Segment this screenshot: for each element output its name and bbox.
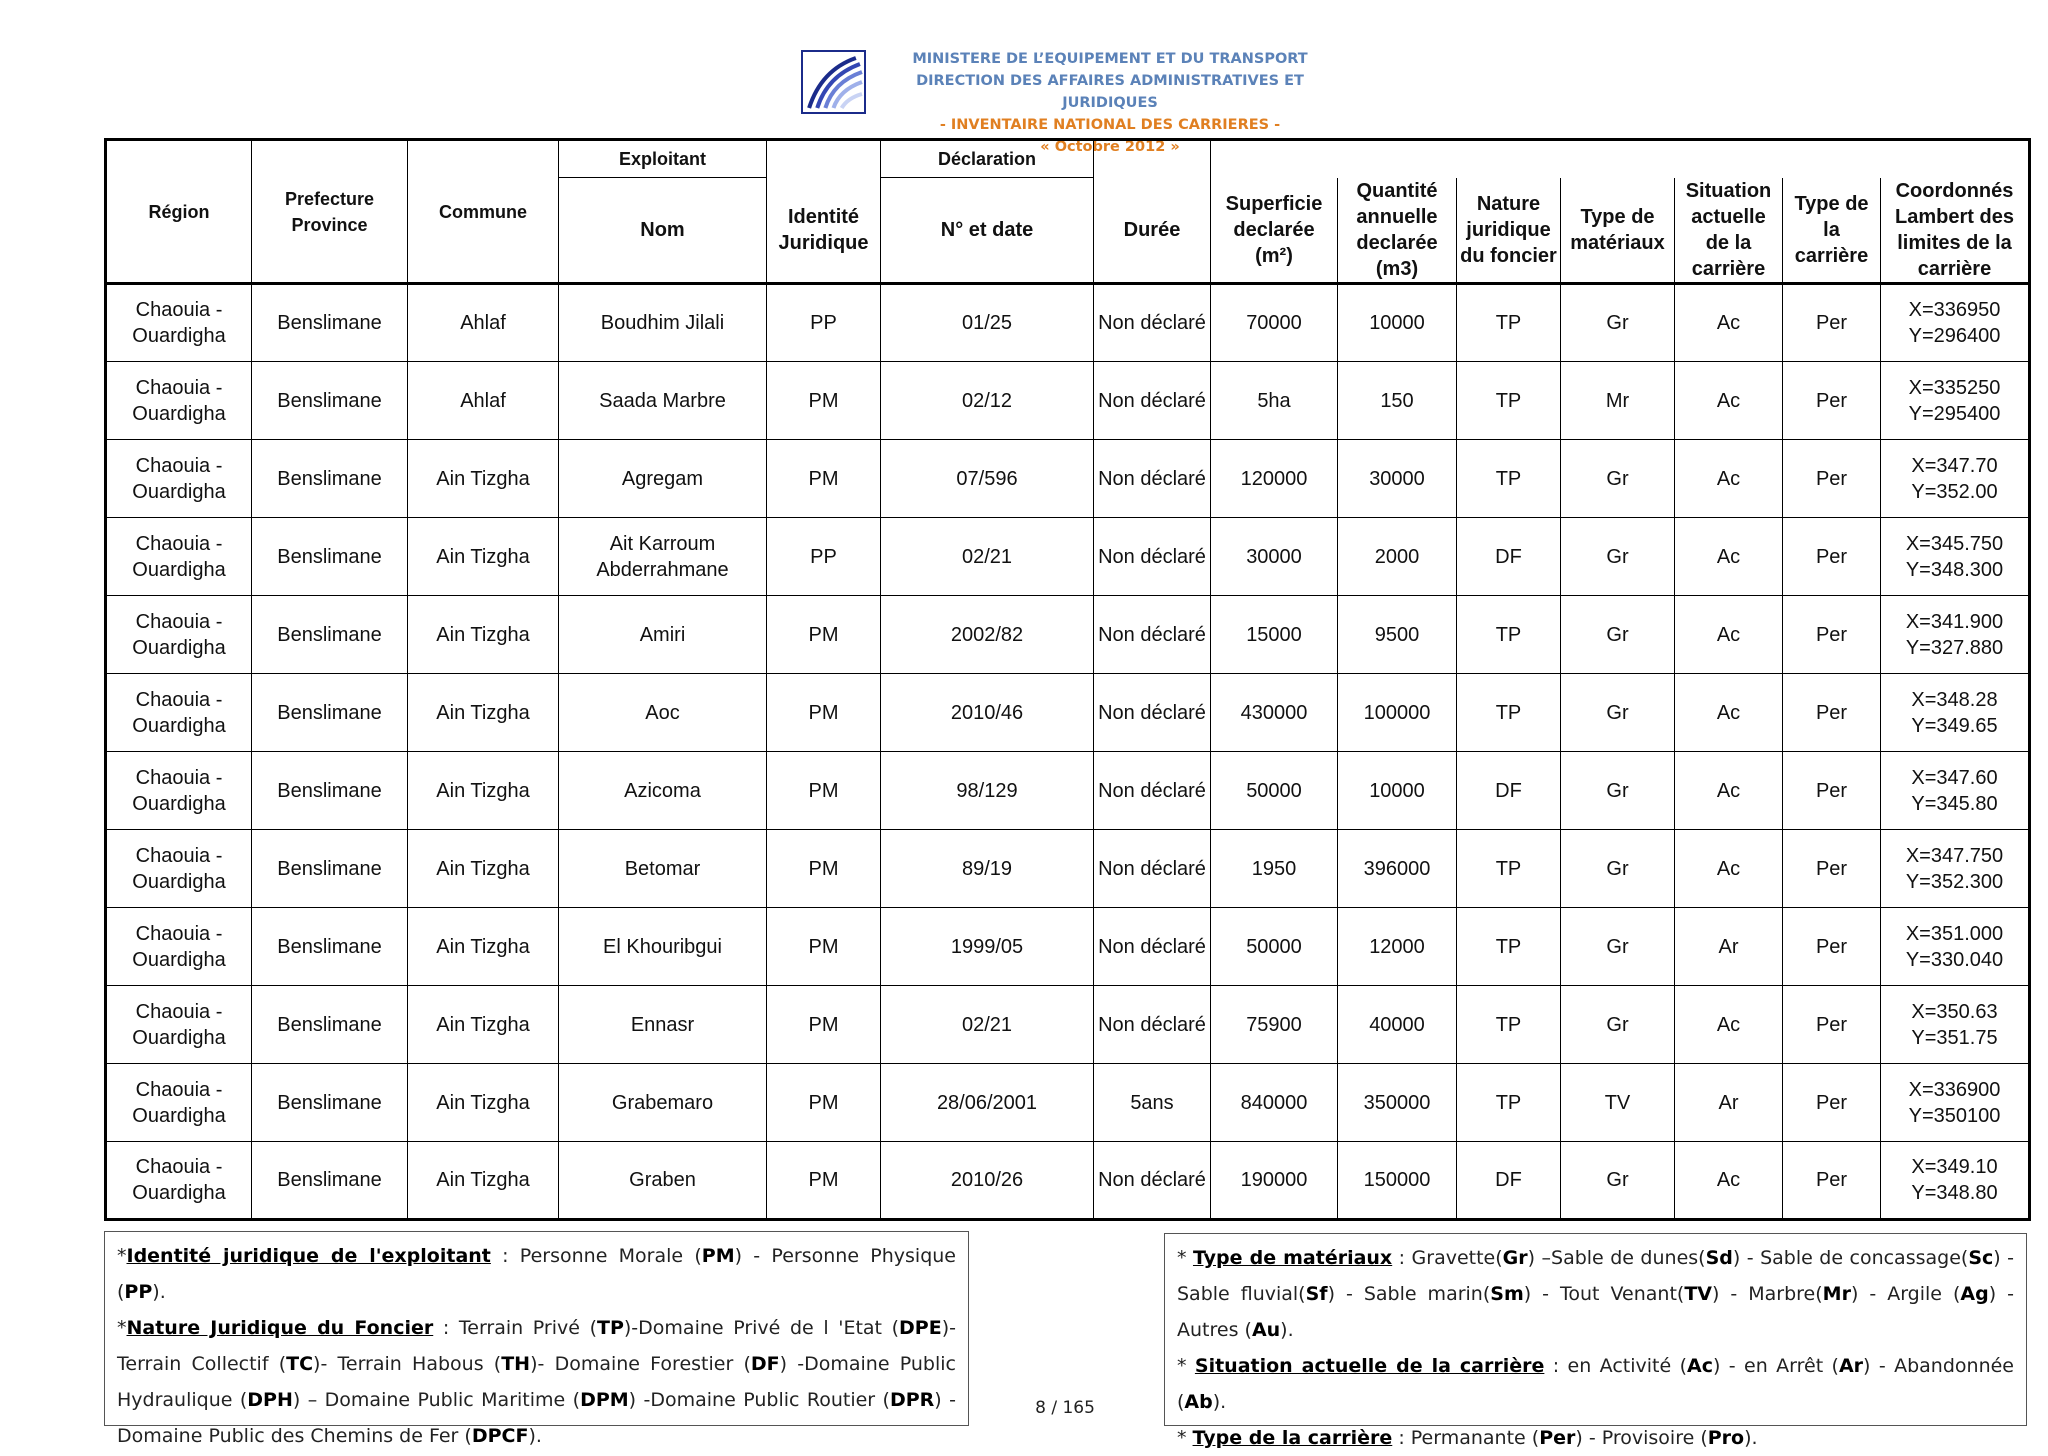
cell-type: Per [1783, 362, 1881, 440]
legend-text: ). [1744, 1427, 1758, 1449]
legend-code: Ab [1184, 1391, 1213, 1413]
cell-identite: PM [767, 986, 881, 1064]
cell-type: Per [1783, 1142, 1881, 1220]
col-header-region: Région [106, 140, 252, 284]
cell-region: Chaouia - Ouardigha [106, 986, 252, 1064]
table-row [106, 908, 2030, 986]
cell-numero: 28/06/2001 [881, 1064, 1094, 1142]
cell-coordonnees: X=345.750 Y=348.300 [1881, 518, 2030, 596]
cell-materiaux: Gr [1561, 596, 1675, 674]
col-header-identite: Identité Juridique [767, 178, 881, 284]
cell-type: Per [1783, 986, 1881, 1064]
cell-materiaux: Mr [1561, 362, 1675, 440]
cell-identite: PM [767, 908, 881, 986]
cell-situation: Ac [1675, 752, 1783, 830]
cell-duree: Non déclaré [1094, 284, 1211, 362]
col-header-commune: Commune [408, 140, 559, 284]
cell-prefecture: Benslimane [252, 362, 408, 440]
cell-type: Per [1783, 674, 1881, 752]
legend-text: ) -Domaine Public Hydraulique ( [117, 1353, 956, 1411]
cell-duree: Non déclaré [1094, 674, 1211, 752]
cell-nom: Graben [559, 1142, 767, 1220]
col-header-type: Type de la carrière [1783, 178, 1881, 284]
cell-nom: Ait Karroum Abderrahmane [559, 518, 767, 596]
legend-text: : Personne Morale ( [490, 1245, 702, 1267]
legend-code: Ag [1960, 1283, 1989, 1305]
legend-text: ) - Tout Venant( [1523, 1283, 1685, 1305]
group-header-empty [1094, 140, 1211, 178]
cell-commune: Ain Tizgha [408, 596, 559, 674]
cell-prefecture: Benslimane [252, 908, 408, 986]
cell-nature: TP [1457, 1064, 1561, 1142]
legend-text: ) - Abandonnée ( [1177, 1355, 2014, 1413]
cell-quantite: 100000 [1338, 674, 1457, 752]
legend-code: TC [286, 1353, 314, 1375]
cell-superficie: 120000 [1211, 440, 1338, 518]
cell-quantite: 40000 [1338, 986, 1457, 1064]
cell-identite: PM [767, 752, 881, 830]
cell-duree: 5ans [1094, 1064, 1211, 1142]
cell-commune: Ahlaf [408, 362, 559, 440]
table-row [106, 830, 2030, 908]
legend-code: Sd [1705, 1247, 1733, 1269]
cell-nom: Aoc [559, 674, 767, 752]
cell-numero: 2002/82 [881, 596, 1094, 674]
legend-text: ). [1280, 1319, 1294, 1341]
cell-nature: TP [1457, 830, 1561, 908]
legend-term: Nature Juridique du Foncier [126, 1317, 434, 1339]
legend-text: ) - Argile ( [1850, 1283, 1961, 1305]
legend-text: : Permanante ( [1392, 1427, 1540, 1449]
cell-duree: Non déclaré [1094, 440, 1211, 518]
cell-nature: TP [1457, 596, 1561, 674]
legend-code: Ar [1838, 1355, 1864, 1377]
legend-text: : Gravette( [1392, 1247, 1503, 1269]
col-header-situation: Situation actuelle de la carrière [1675, 178, 1783, 284]
group-header-row [106, 140, 2030, 178]
cell-prefecture: Benslimane [252, 674, 408, 752]
cell-coordonnees: X=349.10 Y=348.80 [1881, 1142, 2030, 1220]
cell-nom: Grabemaro [559, 1064, 767, 1142]
cell-type: Per [1783, 440, 1881, 518]
cell-duree: Non déclaré [1094, 518, 1211, 596]
legend-text: ) - Sable fluvial( [1177, 1247, 2015, 1305]
cell-nature: DF [1457, 518, 1561, 596]
cell-duree: Non déclaré [1094, 1142, 1211, 1220]
cell-quantite: 150 [1338, 362, 1457, 440]
col-header-numero: N° et date [881, 178, 1094, 284]
cell-nature: DF [1457, 1142, 1561, 1220]
cell-nom: El Khouribgui [559, 908, 767, 986]
cell-nom: Amiri [559, 596, 767, 674]
col-header-coordonnees: Coordonnés Lambert des limites de la carrière [1881, 178, 2030, 284]
cell-materiaux: Gr [1561, 674, 1675, 752]
cell-duree: Non déclaré [1094, 362, 1211, 440]
legend-text: : Terrain Privé ( [433, 1317, 597, 1339]
col-header-prefecture: Prefecture Province [252, 140, 408, 284]
cell-prefecture: Benslimane [252, 284, 408, 362]
cell-materiaux: Gr [1561, 284, 1675, 362]
col-header-duree: Durée [1094, 178, 1211, 284]
direction-name: DIRECTION DES AFFAIRES ADMINISTRATIVES ET JURIDIQUES [916, 73, 1304, 111]
legend-text: ) -Domaine Public Routier ( [628, 1389, 890, 1411]
inventory-date: « Octobre 2012 » [1040, 139, 1180, 155]
cell-nature: TP [1457, 362, 1561, 440]
cell-numero: 89/19 [881, 830, 1094, 908]
cell-identite: PM [767, 830, 881, 908]
cell-commune: Ain Tizgha [408, 908, 559, 986]
cell-superficie: 5ha [1211, 362, 1338, 440]
cell-duree: Non déclaré [1094, 908, 1211, 986]
cell-superficie: 840000 [1211, 1064, 1338, 1142]
cell-nature: TP [1457, 986, 1561, 1064]
cell-superficie: 50000 [1211, 908, 1338, 986]
cell-quantite: 30000 [1338, 440, 1457, 518]
cell-superficie: 50000 [1211, 752, 1338, 830]
legend-text: ) - en Arrêt ( [1712, 1355, 1839, 1377]
document-header [0, 48, 2048, 155]
cell-identite: PM [767, 1064, 881, 1142]
cell-coordonnees: X=335250 Y=295400 [1881, 362, 2030, 440]
cell-superficie: 190000 [1211, 1142, 1338, 1220]
legend-right [1164, 1233, 2027, 1449]
cell-identite: PM [767, 362, 881, 440]
cell-nom: Ennasr [559, 986, 767, 1064]
legend-text: ) - Provisoire ( [1575, 1427, 1708, 1449]
cell-materiaux: Gr [1561, 908, 1675, 986]
cell-identite: PP [767, 284, 881, 362]
legend-text: ) - Personne Physique ( [117, 1245, 956, 1303]
cell-materiaux: Gr [1561, 1142, 1675, 1220]
cell-prefecture: Benslimane [252, 440, 408, 518]
cell-quantite: 12000 [1338, 908, 1457, 986]
legend-code: Sm [1490, 1283, 1524, 1305]
legend-code: PP [124, 1281, 153, 1303]
legend-code: DPH [247, 1389, 293, 1411]
cell-coordonnees: X=336900 Y=350100 [1881, 1064, 2030, 1142]
cell-prefecture: Benslimane [252, 518, 408, 596]
cell-prefecture: Benslimane [252, 1142, 408, 1220]
cell-nom: Saada Marbre [559, 362, 767, 440]
cell-region: Chaouia - Ouardigha [106, 362, 252, 440]
ministry-name: MINISTERE DE L’EQUIPEMENT ET DU TRANSPORT [912, 51, 1308, 67]
table-row [106, 518, 2030, 596]
group-header-empty [1211, 140, 2030, 178]
cell-situation: Ac [1675, 596, 1783, 674]
cell-region: Chaouia - Ouardigha [106, 752, 252, 830]
cell-prefecture: Benslimane [252, 1064, 408, 1142]
cell-materiaux: Gr [1561, 986, 1675, 1064]
cell-region: Chaouia - Ouardigha [106, 518, 252, 596]
col-header-quantite: Quantité annuelle declarée (m3) [1338, 178, 1457, 284]
quarry-inventory-table [104, 138, 2031, 1221]
group-header-declaration: Déclaration [881, 140, 1094, 178]
legend-code: DPE [899, 1317, 942, 1339]
legend-text: ) – Domaine Public Maritime ( [292, 1389, 581, 1411]
cell-numero: 02/21 [881, 986, 1094, 1064]
table-row [106, 1064, 2030, 1142]
cell-situation: Ac [1675, 986, 1783, 1064]
cell-quantite: 10000 [1338, 752, 1457, 830]
cell-commune: Ain Tizgha [408, 440, 559, 518]
page-number: 8 / 165 [1035, 1398, 1095, 1418]
legend-code: Gr [1502, 1247, 1528, 1269]
cell-nature: TP [1457, 674, 1561, 752]
cell-situation: Ac [1675, 362, 1783, 440]
cell-coordonnees: X=347.750 Y=352.300 [1881, 830, 2030, 908]
legend-nature: *Nature Juridique du Foncier : Terrain Privé (TP)-Domaine Privé de l 'Etat (DPE)- Terrain Collectif (TC)- Terrain Habous (TH)- Domaine Forestier (DF) -Domaine Public Hydraulique (DPH) – Domaine Public Maritime (DPM) -Domaine Public Routier (DPR) - Domaine Public des Chemins de Fer (DPCF). [117, 1317, 956, 1447]
cell-superficie: 15000 [1211, 596, 1338, 674]
legend-text: ). [1212, 1391, 1227, 1413]
cell-commune: Ain Tizgha [408, 518, 559, 596]
legend-code: TV [1684, 1283, 1712, 1305]
legend-code: Mr [1822, 1283, 1851, 1305]
cell-materiaux: Gr [1561, 518, 1675, 596]
cell-nom: Azicoma [559, 752, 767, 830]
cell-type: Per [1783, 518, 1881, 596]
cell-nature: TP [1457, 440, 1561, 518]
legend-code: Sc [1968, 1247, 1994, 1269]
cell-coordonnees: X=341.900 Y=327.880 [1881, 596, 2030, 674]
cell-identite: PM [767, 440, 881, 518]
cell-superficie: 75900 [1211, 986, 1338, 1064]
cell-identite: PP [767, 518, 881, 596]
legend-text: ). [152, 1281, 166, 1303]
cell-materiaux: TV [1561, 1064, 1675, 1142]
cell-situation: Ac [1675, 440, 1783, 518]
legend-text: : en Activité ( [1544, 1355, 1687, 1377]
cell-region: Chaouia - Ouardigha [106, 908, 252, 986]
cell-numero: 1999/05 [881, 908, 1094, 986]
col-header-superficie: Superficie declarée (m²) [1211, 178, 1338, 284]
cell-superficie: 30000 [1211, 518, 1338, 596]
cell-quantite: 350000 [1338, 1064, 1457, 1142]
cell-identite: PM [767, 674, 881, 752]
cell-region: Chaouia - Ouardigha [106, 596, 252, 674]
legend-code: Ac [1687, 1355, 1713, 1377]
legend-text: ). [528, 1425, 542, 1447]
cell-region: Chaouia - Ouardigha [106, 1142, 252, 1220]
cell-coordonnees: X=351.000 Y=330.040 [1881, 908, 2030, 986]
cell-coordonnees: X=347.60 Y=345.80 [1881, 752, 2030, 830]
legend-text: ) –Sable de dunes( [1527, 1247, 1706, 1269]
cell-quantite: 396000 [1338, 830, 1457, 908]
cell-situation: Ac [1675, 518, 1783, 596]
cell-prefecture: Benslimane [252, 986, 408, 1064]
legend-text: ) - Domaine Public des Chemins de Fer ( [117, 1389, 956, 1447]
cell-region: Chaouia - Ouardigha [106, 440, 252, 518]
cell-region: Chaouia - Ouardigha [106, 674, 252, 752]
cell-region: Chaouia - Ouardigha [106, 284, 252, 362]
cell-nom: Boudhim Jilali [559, 284, 767, 362]
cell-type: Per [1783, 1064, 1881, 1142]
cell-identite: PM [767, 596, 881, 674]
cell-situation: Ar [1675, 908, 1783, 986]
cell-superficie: 1950 [1211, 830, 1338, 908]
cell-coordonnees: X=336950 Y=296400 [1881, 284, 2030, 362]
cell-commune: Ain Tizgha [408, 1142, 559, 1220]
cell-commune: Ahlaf [408, 284, 559, 362]
legend-text: )- Terrain Collectif ( [117, 1317, 956, 1375]
cell-type: Per [1783, 596, 1881, 674]
table-row [106, 1142, 2030, 1220]
legend-code: PM [701, 1245, 735, 1267]
cell-type: Per [1783, 752, 1881, 830]
cell-nature: TP [1457, 284, 1561, 362]
legend-materiaux: * Type de matériaux : Gravette(Gr) –Sable de dunes(Sd) - Sable de concassage(Sc) - Sable fluvial(Sf) - Sable marin(Sm) - Tout Venant(TV) - Marbre(Mr) - Argile (Ag) - Autres (Au). [1177, 1247, 2015, 1341]
cell-numero: 02/12 [881, 362, 1094, 440]
ministry-logo-icon [801, 50, 866, 114]
cell-materiaux: Gr [1561, 440, 1675, 518]
legend-term: Type de la carrière [1192, 1427, 1393, 1449]
legend-text: )- Domaine Forestier ( [530, 1353, 751, 1375]
legend-term: Type de matériaux [1192, 1247, 1393, 1269]
cell-situation: Ac [1675, 1142, 1783, 1220]
table-row [106, 440, 2030, 518]
col-header-materiaux: Type de matériaux [1561, 178, 1675, 284]
cell-numero: 98/129 [881, 752, 1094, 830]
cell-materiaux: Gr [1561, 752, 1675, 830]
cell-prefecture: Benslimane [252, 830, 408, 908]
cell-numero: 02/21 [881, 518, 1094, 596]
cell-type: Per [1783, 830, 1881, 908]
cell-numero: 01/25 [881, 284, 1094, 362]
cell-nature: DF [1457, 752, 1561, 830]
cell-situation: Ac [1675, 284, 1783, 362]
table-row [106, 284, 2030, 362]
legend-term: Identité juridique de l'exploitant [126, 1245, 491, 1267]
legend-type: * Type de la carrière : Permanante (Per) - Provisoire (Pro). [1177, 1427, 1758, 1449]
legend-code: Pro [1707, 1427, 1745, 1449]
legend-code: DPM [580, 1389, 629, 1411]
cell-quantite: 2000 [1338, 518, 1457, 596]
col-header-nom: Nom [559, 178, 767, 284]
cell-nature: TP [1457, 908, 1561, 986]
col-header-nature: Nature juridique du foncier [1457, 178, 1561, 284]
cell-duree: Non déclaré [1094, 752, 1211, 830]
cell-identite: PM [767, 1142, 881, 1220]
cell-type: Per [1783, 908, 1881, 986]
cell-numero: 07/596 [881, 440, 1094, 518]
group-header-exploitant: Exploitant [559, 140, 767, 178]
cell-quantite: 10000 [1338, 284, 1457, 362]
cell-materiaux: Gr [1561, 830, 1675, 908]
legend-code: TP [597, 1317, 624, 1339]
cell-coordonnees: X=350.63 Y=351.75 [1881, 986, 2030, 1064]
cell-situation: Ar [1675, 1064, 1783, 1142]
cell-nom: Betomar [559, 830, 767, 908]
cell-coordonnees: X=348.28 Y=349.65 [1881, 674, 2030, 752]
legend-text: ) - Autres ( [1177, 1283, 2014, 1341]
legend-code: TH [501, 1353, 531, 1375]
table-row [106, 674, 2030, 752]
cell-duree: Non déclaré [1094, 596, 1211, 674]
cell-duree: Non déclaré [1094, 830, 1211, 908]
cell-situation: Ac [1675, 830, 1783, 908]
group-header-empty [767, 140, 881, 178]
cell-prefecture: Benslimane [252, 596, 408, 674]
legend-identite: *Identité juridique de l'exploitant : Personne Morale (PM) - Personne Physique (PP). [117, 1245, 956, 1303]
cell-commune: Ain Tizgha [408, 986, 559, 1064]
cell-quantite: 9500 [1338, 596, 1457, 674]
legend-left [104, 1231, 969, 1447]
cell-superficie: 70000 [1211, 284, 1338, 362]
table-row [106, 752, 2030, 830]
cell-region: Chaouia - Ouardigha [106, 830, 252, 908]
legend-text: )-Domaine Privé de l 'Etat ( [623, 1317, 900, 1339]
cell-situation: Ac [1675, 674, 1783, 752]
cell-quantite: 150000 [1338, 1142, 1457, 1220]
legend-code: Sf [1305, 1283, 1328, 1305]
cell-superficie: 430000 [1211, 674, 1338, 752]
cell-prefecture: Benslimane [252, 752, 408, 830]
cell-numero: 2010/46 [881, 674, 1094, 752]
legend-code: Au [1251, 1319, 1281, 1341]
legend-term: Situation actuelle de la carrière [1194, 1355, 1545, 1377]
legend-code: Per [1539, 1427, 1576, 1449]
table-body [106, 284, 2030, 1220]
legend-text: ) - Sable marin( [1327, 1283, 1491, 1305]
cell-region: Chaouia - Ouardigha [106, 1064, 252, 1142]
legend-code: DF [750, 1353, 780, 1375]
table-row [106, 362, 2030, 440]
cell-type: Per [1783, 284, 1881, 362]
inventory-title: - INVENTAIRE NATIONAL DES CARRIERES - [939, 117, 1281, 133]
legend-text: ) - Marbre( [1711, 1283, 1823, 1305]
legend-text: )- Terrain Habous ( [313, 1353, 502, 1375]
legend-text: ) - Sable de concassage( [1732, 1247, 1969, 1269]
cell-commune: Ain Tizgha [408, 1064, 559, 1142]
cell-numero: 2010/26 [881, 1142, 1094, 1220]
cell-nom: Agregam [559, 440, 767, 518]
table-row [106, 986, 2030, 1064]
legend-situation: * Situation actuelle de la carrière : en Activité (Ac) - en Arrêt (Ar) - Abandonnée (Ab). [1177, 1355, 2014, 1413]
table-row [106, 596, 2030, 674]
cell-commune: Ain Tizgha [408, 674, 559, 752]
cell-duree: Non déclaré [1094, 986, 1211, 1064]
legend-code: DPR [889, 1389, 935, 1411]
cell-coordonnees: X=347.70 Y=352.00 [1881, 440, 2030, 518]
cell-commune: Ain Tizgha [408, 830, 559, 908]
legend-code: DPCF [471, 1425, 529, 1447]
cell-commune: Ain Tizgha [408, 752, 559, 830]
